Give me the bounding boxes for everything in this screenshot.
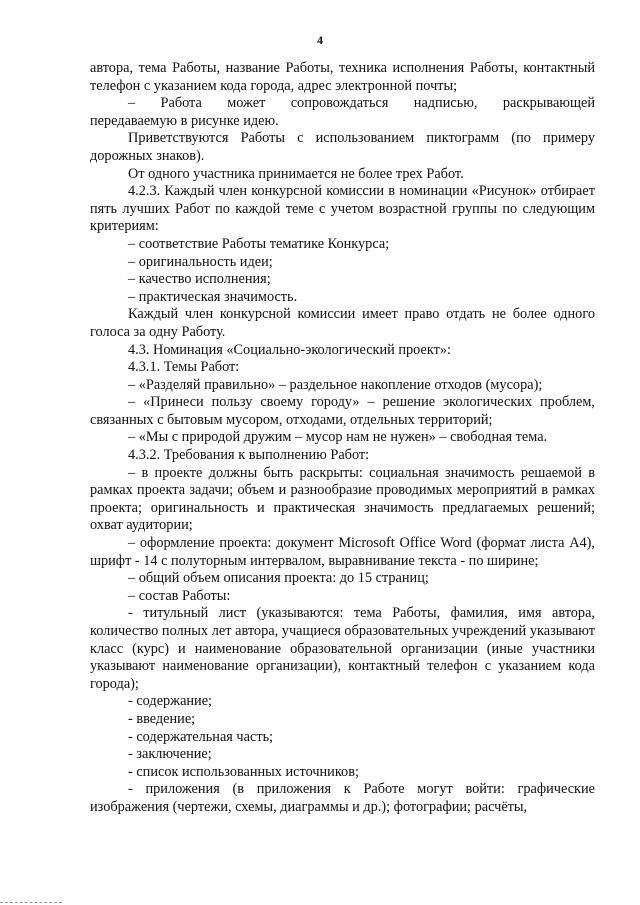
composition-item: - список использованных источников; (128, 763, 359, 780)
criteria-item: – практическая значимость. (128, 288, 298, 305)
criteria-item: – оригинальность идеи; (128, 253, 273, 270)
theme-item: – «Мы с природой дружим – мусор нам не нужен» – свободная тема. (128, 429, 548, 446)
paragraph-4-3: 4.3. Номинация «Социально-экологический проект»: (128, 341, 451, 358)
paragraph-4-3-1: 4.3.1. Темы Работ: (128, 359, 240, 376)
theme-item: – «Разделяй правильно» – раздельное накопление отходов (мусора); (128, 376, 543, 393)
requirement-item: – в проекте должны быть раскрыты: социальная значимость решаемой в рамках проекта задачи; объем и разнообразие проводимых мероприятий в рамках проекта; оригинальность и практическая значимость предлагаемых решений; охват аудитории; (90, 464, 595, 534)
composition-item: - приложения (в приложения к Работе могут войти: графические изображения (чертежи, схемы, диаграммы и др.); фотографии; расчёты, (90, 781, 595, 815)
composition-item: - заключение; (128, 746, 212, 763)
criteria-item: – соответствие Работы тематике Конкурса; (128, 235, 390, 252)
theme-item: – «Принеси пользу своему городу» – решение экологических проблем, связанных с бытовым мусором, отходами, отдельных территорий; (90, 394, 595, 428)
paragraph-4-3-2: 4.3.2. Требования к выполнению Работ: (128, 447, 370, 464)
composition-item: - титульный лист (указываются: тема Работы, фамилия, имя автора, количество полных лет автора, учащиеся образовательных учреждений указывают класс (курс) и наименование образовательной организации (иные участники указывают наименование организации), контактный телефон с указанием кода города); (90, 605, 595, 692)
requirement-item: – состав Работы: (128, 587, 231, 604)
composition-item: - содержательная часть; (128, 728, 274, 745)
criteria-item: – качество исполнения; (128, 271, 271, 288)
page-number: 4 (317, 33, 323, 47)
requirement-item: – оформление проекта: документ Microsoft Office Word (формат листа А4), шрифт - 14 с полуторным интервалом, выравнивание текста - по ширине; (90, 535, 595, 569)
requirement-item: – общий объем описания проекта: до 15 страниц; (128, 570, 429, 587)
paragraph-caption: – Работа может сопровождаться надписью, раскрывающей передаваемую в рисунке идею. (90, 95, 595, 129)
paragraph-vote: Каждый член конкурсной комиссии имеет право отдать не более одного голоса за одну Работу. (90, 306, 595, 340)
paragraph-4-2-3: 4.2.3. Каждый член конкурсной комиссии в номинации «Рисунок» отбирает пять лучших Работ по каждой теме с учетом возрастной группы по следующим критериям: (90, 183, 595, 235)
paragraph-limit: От одного участника принимается не более трех Работ. (128, 165, 464, 182)
document-body (90, 60, 595, 817)
composition-item: - введение; (128, 710, 196, 727)
paragraph-pictograms: Приветствуются Работы с использованием пиктограмм (по примеру дорожных знаков). (90, 130, 595, 164)
footer-divider (0, 902, 62, 903)
paragraph-author-info: автора, тема Работы, название Работы, техника исполнения Работы, контактный телефон с указанием кода города, адрес электронной почты; (90, 60, 595, 94)
composition-item: - содержание; (128, 693, 213, 710)
